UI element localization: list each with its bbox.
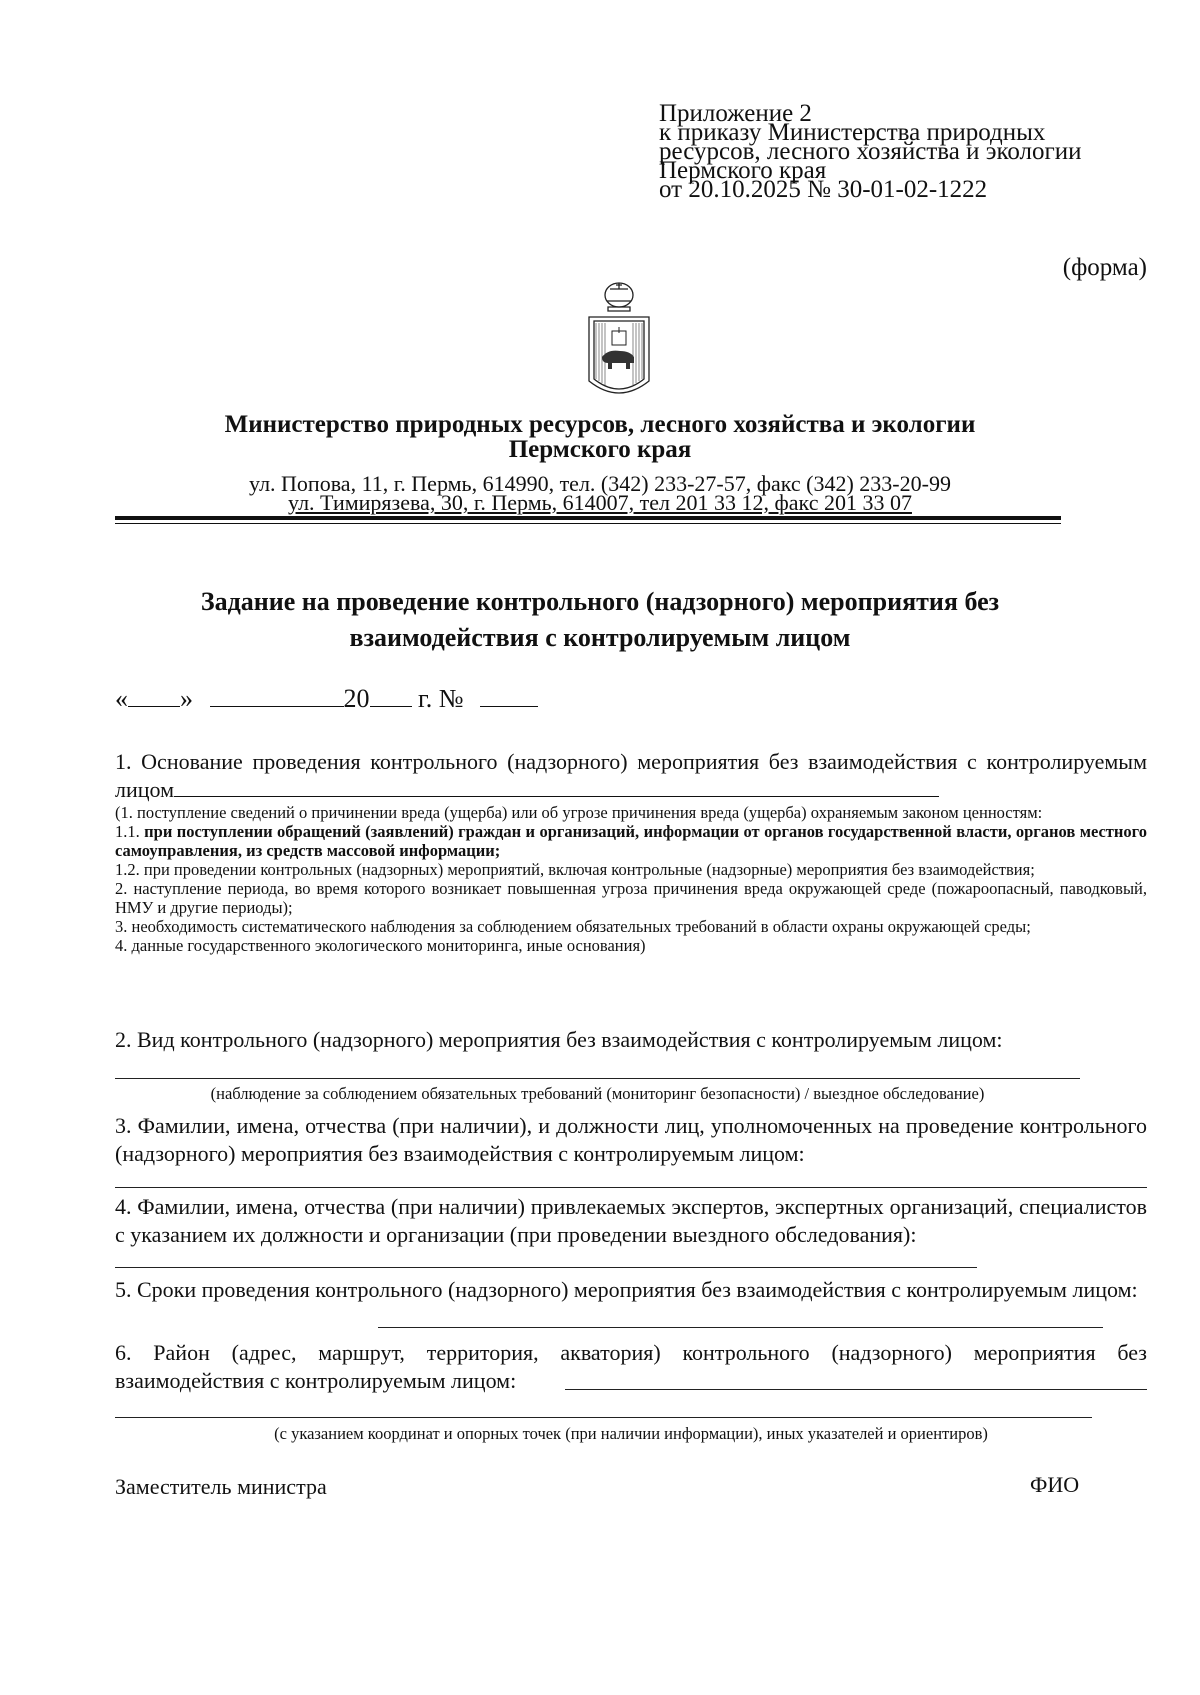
note-prefix: 1.1. [115,822,140,841]
address-line: ул. Тимирязева, 30, г. Пермь, 614007, тел 201 33 12, факс 201 33 07 [288,490,912,515]
title-line: Задание на проведение контрольного (надзорного) мероприятия без [200,587,1000,616]
note-item: 1.2. при проведении контрольных (надзорных) мероприятий, включая контрольные (надзорные) мероприятия без взаимодействия; [115,860,1035,879]
ministry-name [0,412,1200,462]
section-2-blank[interactable] [115,1077,1080,1079]
section-5-blank[interactable] [378,1326,1103,1328]
section-3: 3. Фамилии, имена, отчества (при наличии), и должности лиц, уполномоченных на проведение контрольного (надзорного) мероприятия без взаимодействия с контролируемым лицом: [115,1113,1147,1166]
section-2-caption: (наблюдение за соблюдением обязательных требований (мониторинг безопасности) / выездное обследование) [210,1084,985,1103]
year-prefix: 20 [343,684,370,713]
title-line: взаимодействия с контролируемым лицом [349,623,851,652]
section-2: 2. Вид контрольного (надзорного) мероприятия без взаимодействия с контролируемым лицом: [115,1027,1003,1052]
year-blank[interactable] [370,684,412,707]
ministry-address [0,471,1200,515]
number-blank[interactable] [480,684,538,707]
ministry-name-line: Пермского края [508,436,692,463]
appendix-line: Пермского края [659,157,827,184]
date-number-line [115,684,538,714]
document-title [0,584,1200,656]
signatory-name: ФИО [1030,1472,1080,1497]
section-6-blank-2[interactable] [115,1416,1092,1418]
day-blank[interactable] [128,684,180,707]
note-bold: при поступлении обращений (заявлений) граждан и организаций, информации от органов государственной власти, органов местного самоуправления, из средств массовой информации; [115,822,1147,860]
appendix-line: ресурсов, лесного хозяйства и экологии [659,138,1082,165]
close-quote: » [180,684,193,713]
section-1 [115,748,1147,804]
section-6: 6. Район (адрес, маршрут, территория, акватория) контрольного (надзорного) мероприятия без взаимодействия с контролируемым лицом: [115,1340,1147,1393]
section-5: 5. Сроки проведения контрольного (надзорного) мероприятия без взаимодействия с контролируемым лицом: [115,1277,1138,1302]
section-6-caption: (с указанием координат и опорных точек (при наличии информации), иных указателей и ориентиров) [274,1424,988,1443]
section-4-blank[interactable] [115,1266,977,1268]
appendix-line: к приказу Министерства природных [659,119,1046,146]
number-label: г. № [418,684,464,713]
note-item: (1. поступление сведений о причинении вреда (ущерба) или об угрозе причинения вреда (ущерба) охраняемым законом ценностям: [115,803,1043,822]
section-1-blank[interactable] [174,780,939,797]
section-3-blank[interactable] [115,1186,1147,1188]
section-6-blank-1[interactable] [565,1388,1147,1390]
section-1-text: 1. Основание проведения контрольного (надзорного) мероприятия без взаимодействия с контролируемым лицом [115,749,1147,802]
appendix-header [659,100,1179,203]
form-label: (форма) [1062,254,1147,281]
signatory-position: Заместитель министра [115,1474,327,1499]
address-line: ул. Попова, 11, г. Пермь, 614990, тел. (342) 233-27-57, факс (342) 233-20-99 [249,471,951,496]
note-item: 4. данные государственного экологического мониторинга, иные основания) [115,936,646,955]
header-rule-thin [115,523,1061,524]
month-blank[interactable] [210,684,344,707]
section-1-notes [115,803,1147,955]
open-quote: « [115,684,128,713]
appendix-line: от 20.10.2025 № 30-01-02-1222 [659,176,988,203]
note-item: 3. необходимость систематического наблюдения за соблюдением обязательных требований в области охраны окружающей среды; [115,917,1031,936]
header-rule-thick [115,516,1061,520]
coat-of-arms-icon [586,281,652,405]
note-item: 2. наступление периода, во время которого возникает повышенная угроза причинения вреда окружающей среде (пожароопасный, паводковый, НМУ и другие периоды); [115,879,1147,917]
appendix-line: Приложение 2 [659,100,812,127]
note-item [115,822,1147,860]
ministry-name-line: Министерство природных ресурсов, лесного хозяйства и экологии [224,411,976,438]
section-4: 4. Фамилии, имена, отчества (при наличии) привлекаемых экспертов, экспертных организаций, специалистов с указанием их должности и организации (при проведении выездного обследования): [115,1194,1147,1247]
